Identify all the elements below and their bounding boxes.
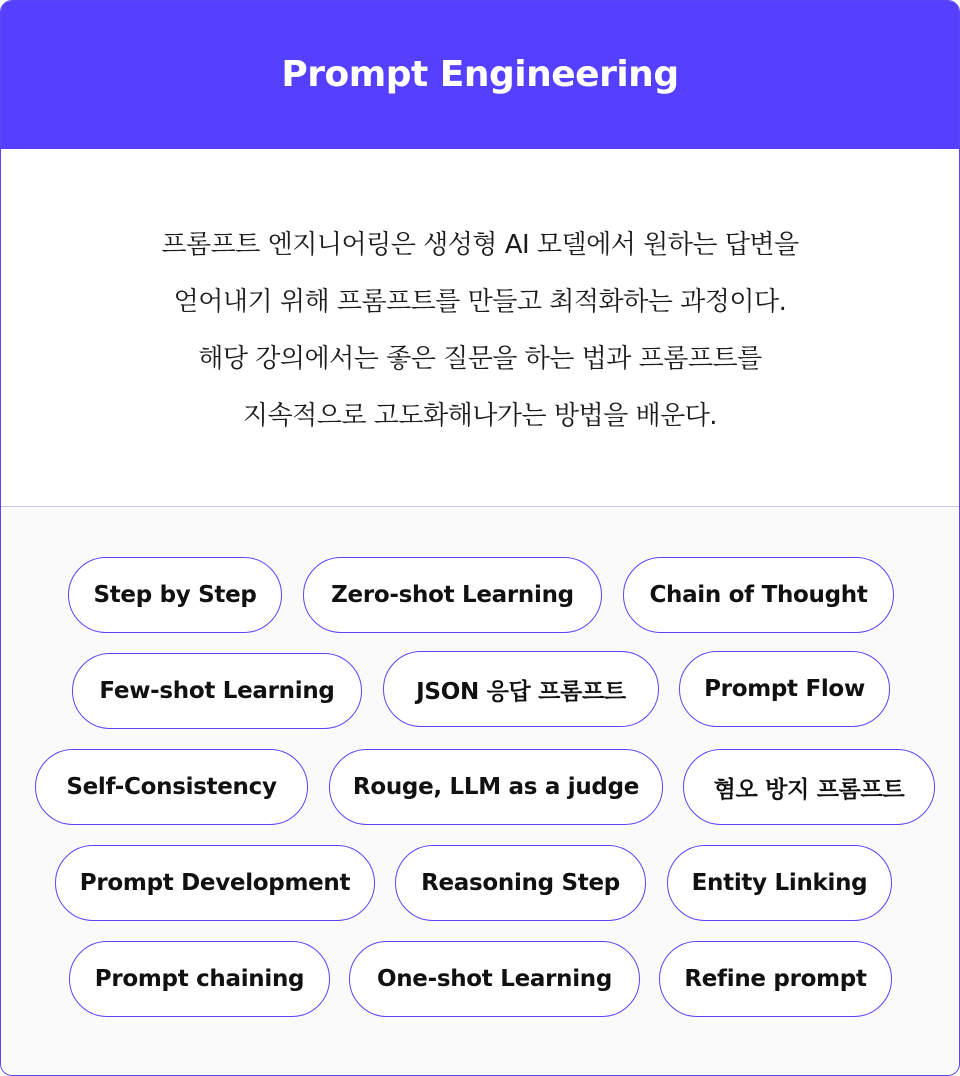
tag-prompt-chaining[interactable]: Prompt chaining [69, 941, 330, 1017]
topic-tags [1, 508, 958, 1075]
tag-few-shot-learning[interactable]: Few-shot Learning [72, 653, 362, 729]
page-title: Prompt Engineering [281, 53, 679, 95]
description-line-3: 해당 강의에서는 좋은 질문을 하는 법과 프롬프트를 [198, 344, 762, 374]
card-header [1, 1, 959, 149]
tag-entity-linking[interactable]: Entity Linking [667, 845, 892, 921]
tag-step-by-step[interactable]: Step by Step [68, 557, 282, 633]
tag-chain-of-thought[interactable]: Chain of Thought [623, 557, 894, 633]
course-description [1, 149, 959, 507]
description-line-2: 얻어내기 위해 프롬프트를 만들고 최적화하는 과정이다. [173, 287, 787, 317]
tag-rouge-llm-as-a-judge[interactable]: Rouge, LLM as a judge [329, 749, 663, 825]
description-line-4: 지속적으로 고도화해나가는 방법을 배운다. [242, 401, 718, 431]
description-line-1: 프롬프트 엔지니어링은 생성형 AI 모델에서 원하는 답변을 [161, 230, 799, 260]
tag-self-consistency[interactable]: Self-Consistency [35, 749, 308, 825]
tag-prompt-flow[interactable]: Prompt Flow [679, 651, 890, 727]
tag-zero-shot-learning[interactable]: Zero-shot Learning [303, 557, 602, 633]
tag-json-response-prompt[interactable]: JSON 응답 프롬프트 [383, 651, 659, 727]
tag-hate-prevention-prompt[interactable]: 혐오 방지 프롬프트 [683, 749, 935, 825]
tag-one-shot-learning[interactable]: One-shot Learning [349, 941, 640, 1017]
tag-prompt-development[interactable]: Prompt Development [55, 845, 375, 921]
tag-refine-prompt[interactable]: Refine prompt [659, 941, 892, 1017]
tag-reasoning-step[interactable]: Reasoning Step [395, 845, 646, 921]
